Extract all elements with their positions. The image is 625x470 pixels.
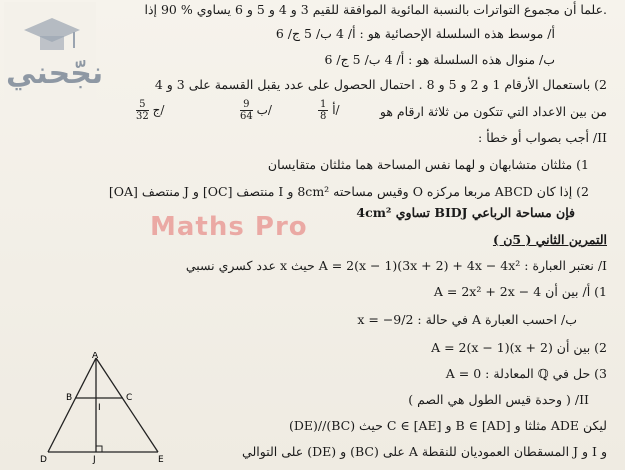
choice-label: ج/ [152, 103, 165, 117]
text-line: ب/ احسب العبارة A في حالة : x = −9/2 [357, 312, 577, 327]
exercise-title: التمرين الثاني ( 5ن ) [492, 232, 607, 247]
text-line: 3) حل في ℚ المعادلة : A = 0 [445, 366, 607, 381]
right-angle-mark [96, 446, 102, 452]
text-line: I/ نعتبر العبارة : A = 2(x − 1)(3x + 2) + 4x − 4x² حيث x عدد كسري نسبي [185, 258, 607, 273]
text-line: 2) إذا كان ABCD مربعا مركزه O وقيس مساحته 8cm² و I منتصف [OC] و J منتصف [OA] [108, 184, 589, 199]
text-line: ليكن ADE مثلثا و B ∈ [AD] و C ∈ [AE] حيث (BC)//(DE) [288, 418, 607, 433]
label-i: I [98, 403, 101, 413]
text-line: فإن مساحة الرباعي BIDJ تساوي 4cm² [356, 205, 575, 220]
choice-3 [136, 99, 164, 122]
text-line: و I و J المسقطان العموديان للنقطة A على (BC) و (DE) على التوالي [242, 444, 607, 459]
text-line: II/ ( وحدة قيس الطول هي الصم ) [408, 392, 589, 407]
label-b: B [66, 393, 73, 403]
label-d: D [40, 455, 47, 464]
fraction: $\frac{5}{32}$ [136, 99, 149, 122]
choice-label: أ/ [332, 103, 340, 117]
logo-text: نجّحني [6, 56, 104, 91]
text-line: 2) بين أن A = 2(x − 1)(x + 2) [431, 340, 607, 355]
side-ad [48, 358, 96, 452]
watermark: Maths Pro [150, 212, 308, 242]
text-line: أ/ موسط هذه السلسلة الإحصائية هو : أ/ 4 ب/ 5 ج/ 6 [275, 26, 555, 41]
choice-1 [318, 99, 340, 122]
label-a: A [92, 352, 99, 361]
text-line: .علما أن مجموع التواترات بالنسبة المائوية الموافقة للقيم 3 و 4 و 5 و 6 يساوي % 90 إذا [144, 2, 607, 17]
label-e: E [158, 455, 164, 464]
label-c: C [126, 393, 133, 403]
side-ae [96, 358, 158, 452]
text-line: من بين الاعداد التي تتكون من ثلاثة ارقام هو [379, 104, 607, 119]
fraction: $\frac{1}{8}$ [320, 99, 327, 122]
text-line: 2) باستعمال الأرقام 1 و 2 و 5 و 8 . احتمال الحصول على عدد يقبل القسمة على 3 و 4 [154, 77, 607, 92]
triangle-figure [40, 352, 180, 464]
label-j: J [93, 455, 96, 464]
choice-label: ب/ [256, 103, 272, 117]
choice-2 [240, 99, 272, 122]
text-line: 1) أ/ بين أن A = 2x² + 2x − 4 [433, 284, 607, 299]
section-heading: II/ أجب بصواب أو خطأ : [478, 130, 607, 145]
text-line: 1) مثلثان متشابهان و لهما نفس المساحة هما مثلثان متقايسان [267, 157, 589, 172]
text-line: ب/ منوال هذه السلسلة هو : أ/ 4 ب/ 5 ج/ 6 [324, 52, 555, 67]
fraction: $\frac{9}{64}$ [240, 99, 253, 122]
